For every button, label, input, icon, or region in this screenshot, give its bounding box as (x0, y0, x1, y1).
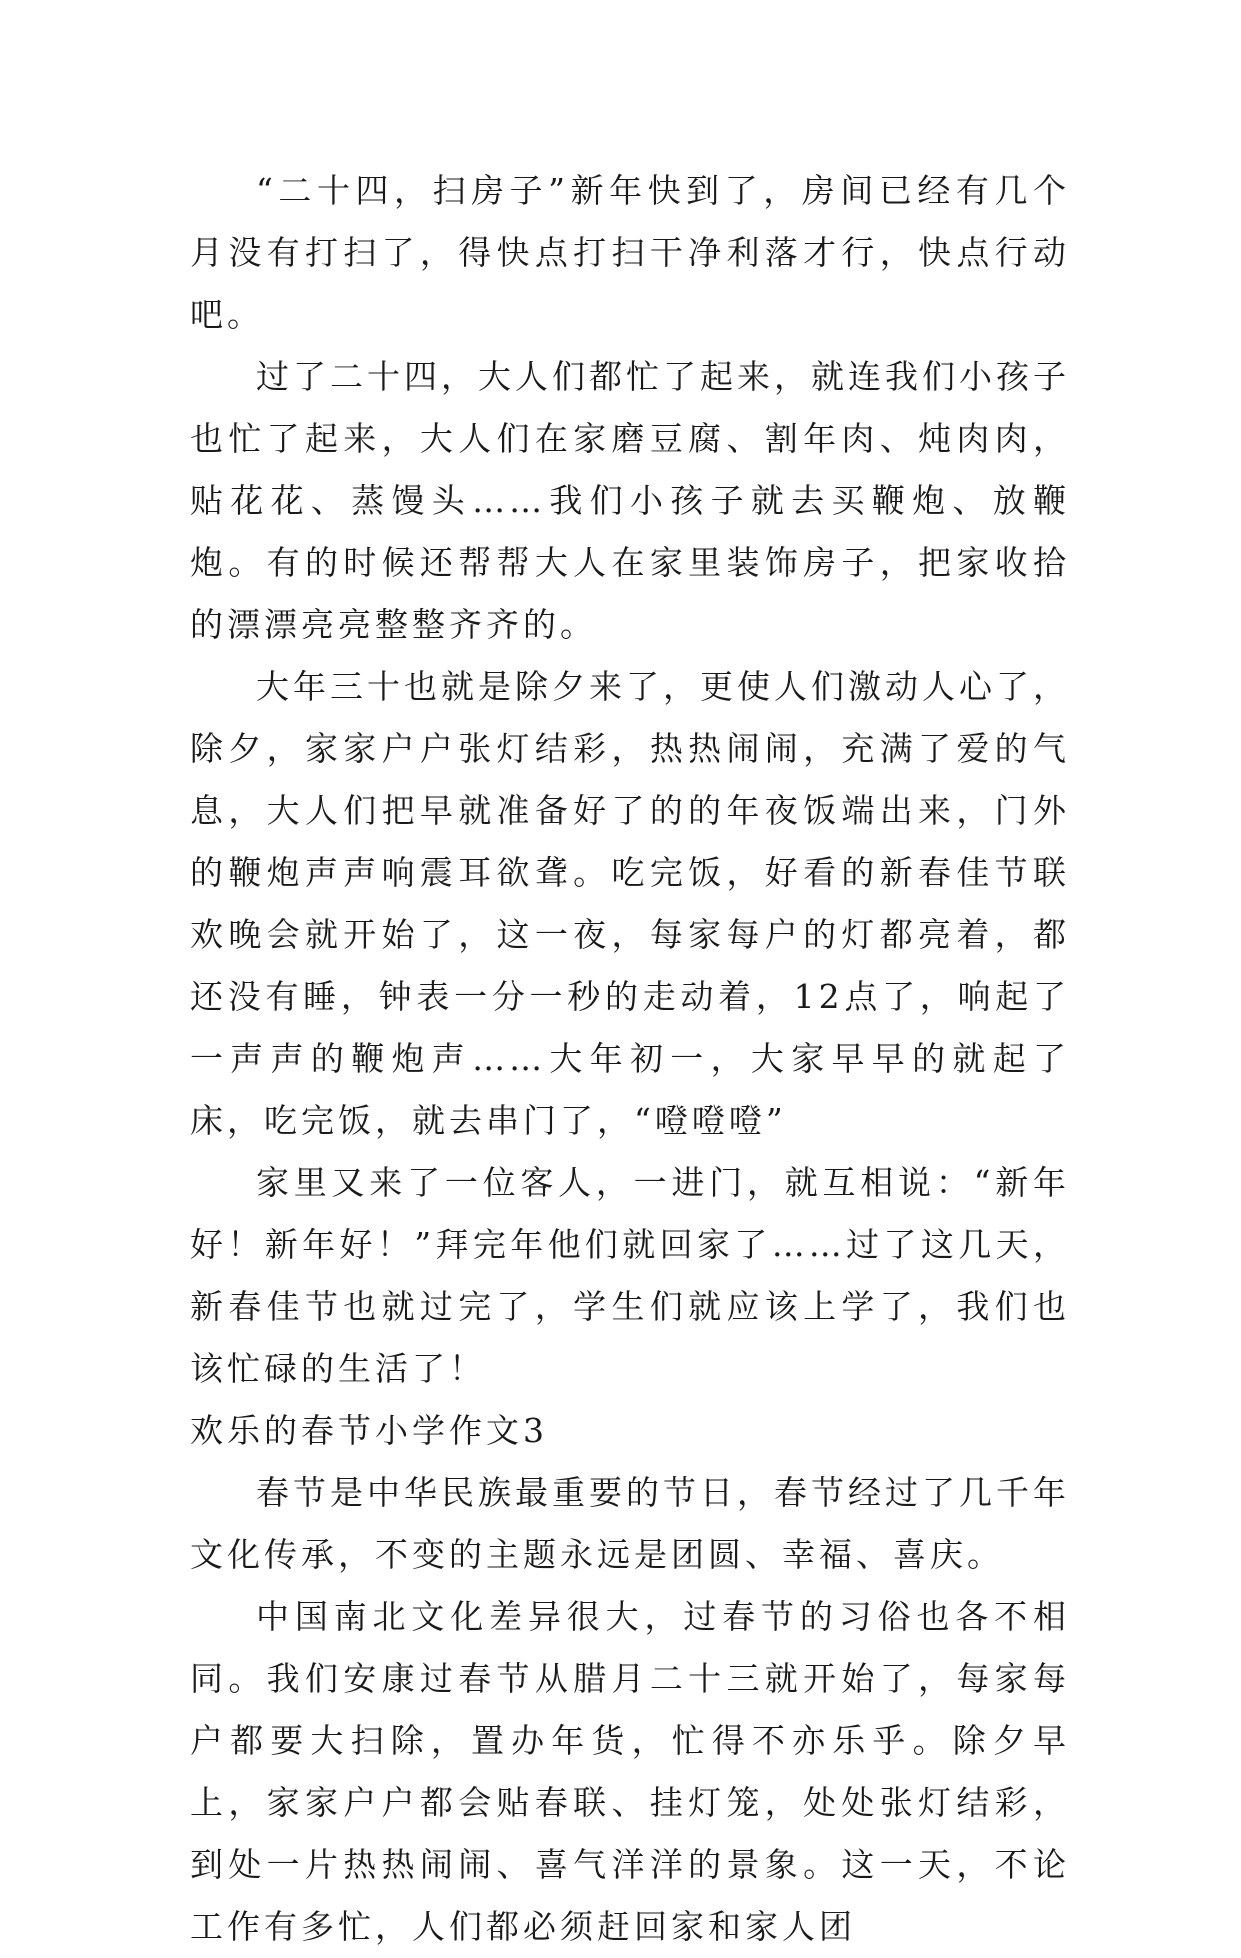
paragraph-spring-festival-intro: 春节是中华民族最重要的节日，春节经过了几千年文化传承，不变的主题永远是团圆、幸福、喜庆。 (190, 1473, 1070, 1574)
section-title: 欢乐的春节小学作文3 (190, 1411, 548, 1450)
document-body (190, 160, 1070, 1958)
paragraph-preparations: 过了二十四，大人们都忙了起来，就连我们小孩子也忙了起来，大人们在家磨豆腐、割年肉、炖肉肉，贴花花、蒸馒头……我们小孩子就去买鞭炮、放鞭炮。有的时候还帮帮大人在家里装饰房子，把家收拾的漂漂亮亮整整齐齐的。 (190, 357, 1070, 644)
paragraph-new-years-eve: 大年三十也就是除夕来了，更使人们激动人心了，除夕，家家户户张灯结彩，热热闹闹，充满了爱的气息，大人们把早就准备好了的的年夜饭端出来，门外的鞭炮声声响震耳欲聋。吃完饭，好看的新春佳节联欢晚会就开始了，这一夜，每家每户的灯都亮着，都还没有睡，钟表一分一秒的走动着，12点了，响起了一声声的鞭炮声……大年初一，大家早早的就起了床，吃完饭，就去串门了，“噔噔噔” (190, 667, 1070, 1140)
paragraph-sweeping-house: “二十四，扫房子”新年快到了，房间已经有几个月没有打扫了，得快点打扫干净利落才行，快点行动吧。 (190, 171, 1070, 334)
paragraph-north-south-customs: 中国南北文化差异很大，过春节的习俗也各不相同。我们安康过春节从腊月二十三就开始了，每家每户都要大扫除，置办年货，忙得不亦乐乎。除夕早上，家家户户都会贴春联、挂灯笼，处处张灯结彩，到处一片热热闹闹、喜气洋洋的景象。这一天，不论工作有多忙，人们都必须赶回家和家人团 (190, 1597, 1070, 1946)
paragraph-guest-visit: 家里又来了一位客人，一进门，就互相说：“新年好！新年好！”拜完年他们就回家了……过了这几天，新春佳节也就过完了，学生们就应该上学了，我们也该忙碌的生活了！ (190, 1163, 1070, 1388)
